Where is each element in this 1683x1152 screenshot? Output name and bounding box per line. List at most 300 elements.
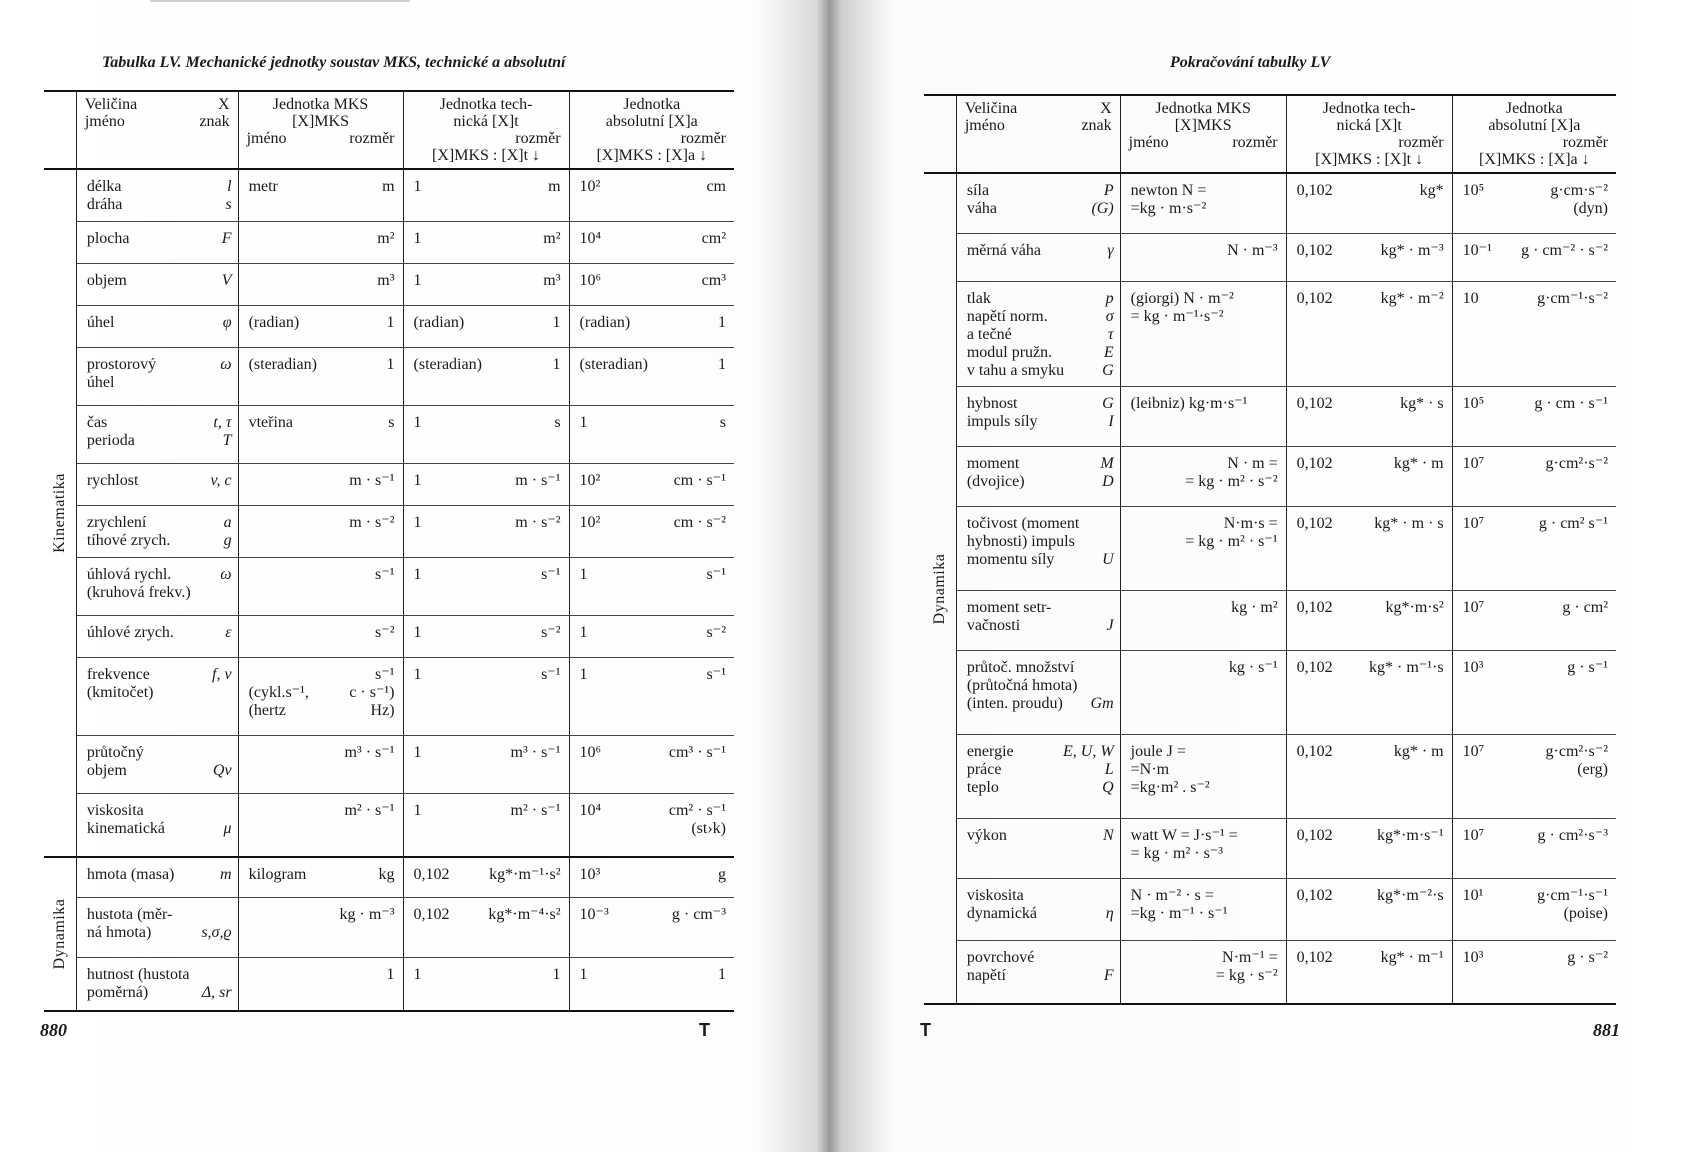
quantity-cell-value: ω (220, 565, 232, 583)
quantity-cell-text: zrychlení tíhové zrych. (86, 513, 171, 549)
table-row (924, 590, 1616, 650)
mks-cell-value: N·m·s = = kg · m² · s⁻¹ (1185, 514, 1278, 550)
mks-cell (238, 405, 403, 463)
technical-cell-text: 0,102 (1296, 826, 1333, 844)
quantity-cell-text: úhlové zrych. (86, 623, 174, 641)
absolute-cell (1452, 650, 1616, 734)
absolute-cell-text: 10³ (579, 866, 601, 883)
mks-cell-value: m · s⁻¹ (349, 471, 395, 489)
quantity-cell-value: μ (223, 819, 232, 837)
quantity-cell-value: φ (222, 313, 232, 331)
mks-cell (238, 221, 403, 263)
technical-cell-text: 1 (413, 965, 422, 983)
quantity-cell-value: F (1103, 966, 1114, 984)
absolute-cell-value: g · cm⁻² · s⁻² (1521, 241, 1608, 259)
mks-cell-value: m (382, 178, 395, 195)
quantity-cell (956, 818, 1120, 878)
absolute-cell-text: 10⁶ (579, 743, 602, 761)
technical-cell (1286, 878, 1452, 940)
quantity-cell-text: tlak napětí norm. a tečné modul pružn. v tahu a smyku (966, 289, 1065, 379)
technical-cell-text: 1 (413, 743, 422, 761)
mks-cell (238, 505, 403, 557)
absolute-cell (569, 405, 734, 463)
technical-cell-value: m · s⁻² (515, 513, 561, 531)
quantity-cell-text: povrchové napětí (966, 948, 1035, 984)
absolute-cell-text: 10⁴ (579, 229, 602, 247)
technical-cell-value: m (548, 178, 561, 195)
quantity-cell (76, 263, 238, 305)
mks-cell (1120, 173, 1286, 233)
absolute-cell-text: 10⁷ (1462, 742, 1485, 760)
left-page (40, 0, 740, 1152)
mks-cell-value: kg · m⁻³ (339, 905, 395, 923)
mks-cell-text: vteřina (248, 413, 293, 431)
mks-cell-value: 1 (386, 355, 395, 373)
quantity-cell (956, 734, 1120, 818)
quantity-cell-text: plocha (86, 229, 130, 247)
quantity-cell-text: průtoč. množství (průtočná hmota) (inten. proudu) (966, 658, 1078, 712)
technical-cell-text: 0,102 (1296, 394, 1333, 412)
quantity-cell-text: délka dráha (86, 178, 123, 213)
mks-cell (1120, 386, 1286, 446)
absolute-cell-text: 1 (579, 623, 588, 641)
absolute-cell-value: g (718, 866, 726, 883)
technical-cell-value: kg* (1419, 182, 1444, 199)
technical-cell-value: kg* · m (1393, 742, 1444, 760)
technical-cell-value: m · s⁻¹ (515, 471, 561, 489)
table-row (924, 233, 1616, 281)
quantity-cell (76, 347, 238, 405)
absolute-cell-text: 10³ (1462, 948, 1484, 966)
quantity-cell (76, 657, 238, 735)
absolute-cell-value: 1 (718, 965, 726, 983)
quantity-cell (76, 505, 238, 557)
technical-cell (1286, 233, 1452, 281)
mks-cell (1120, 818, 1286, 878)
quantity-cell-value: M D (1100, 454, 1114, 490)
quantity-cell-text: úhel (86, 313, 115, 331)
mks-cell (238, 305, 403, 347)
absolute-cell-text: 10² (579, 471, 601, 489)
technical-cell-text: 1 (413, 271, 422, 289)
technical-cell-text: (steradian) (413, 355, 482, 373)
quantity-cell-text: frekvence (kmitočet) (86, 665, 154, 701)
technical-cell-text: (radian) (413, 313, 465, 331)
absolute-cell (569, 347, 734, 405)
technical-cell-text: 0,102 (1296, 182, 1333, 199)
technical-cell-value: kg* · s (1400, 394, 1444, 412)
quantity-cell-text: moment (dvojice) (966, 454, 1025, 490)
mks-cell (238, 657, 403, 735)
table-row (924, 878, 1616, 940)
mks-cell (1120, 650, 1286, 734)
absolute-cell-value: g·cm·s⁻² (dyn) (1550, 182, 1608, 217)
table-header-row (44, 91, 734, 169)
quantity-cell-text: hmota (masa) (86, 866, 175, 883)
mks-cell (1120, 940, 1286, 1004)
absolute-cell-value: cm (706, 178, 726, 195)
mks-cell-text: watt W = J·s⁻¹ = = kg · m² · s⁻³ (1130, 826, 1238, 862)
quantity-cell-value: m (220, 866, 232, 883)
quantity-cell (76, 557, 238, 615)
table-row (44, 857, 734, 897)
absolute-cell (1452, 173, 1616, 233)
technical-cell-text: 1 (413, 413, 422, 431)
absolute-cell (569, 221, 734, 263)
header-group-cell (44, 91, 76, 169)
quantity-cell (76, 221, 238, 263)
absolute-cell (569, 957, 734, 1011)
quantity-cell-value: v, c (210, 471, 232, 489)
absolute-cell-value: s⁻¹ (706, 665, 726, 683)
table-row (44, 615, 734, 657)
quantity-cell-value: γ (1107, 241, 1114, 259)
mks-cell-value: kg (378, 866, 395, 883)
technical-cell (1286, 506, 1452, 590)
absolute-cell-text: 10⁵ (1462, 394, 1485, 412)
quantity-cell (956, 590, 1120, 650)
absolute-cell-text: 10³ (1462, 658, 1484, 676)
table-row (44, 347, 734, 405)
technical-cell (403, 169, 569, 221)
quantity-cell (956, 446, 1120, 506)
mks-cell-value: s⁻² (375, 623, 395, 641)
mks-cell-text: (steradian) (248, 355, 317, 373)
quantity-cell (76, 615, 238, 657)
table-row (924, 281, 1616, 386)
absolute-cell-value: 1 (718, 313, 726, 331)
technical-cell (1286, 281, 1452, 386)
mks-cell-value: s (388, 413, 395, 431)
quantity-cell (76, 897, 238, 957)
technical-cell-value: m³ · s⁻¹ (510, 743, 561, 761)
absolute-cell-value: cm · s⁻² (673, 513, 726, 531)
quantity-cell (956, 650, 1120, 734)
quantity-cell (76, 735, 238, 793)
absolute-cell-text: 10² (579, 178, 601, 195)
technical-cell (1286, 734, 1452, 818)
mks-cell-text: joule J = =N·m =kg·m² . s⁻² (1130, 742, 1210, 796)
technical-cell (1286, 590, 1452, 650)
right-page-title: Pokračování tabulky LV (1170, 54, 1331, 71)
mks-cell (1120, 506, 1286, 590)
technical-cell-text: 0,102 (413, 905, 450, 923)
mks-cell-value: kg · m² (1231, 598, 1278, 616)
absolute-cell (569, 169, 734, 221)
quantity-cell-value: Δ, sr (201, 983, 232, 1001)
mks-cell-value: 1 (386, 965, 395, 983)
right-units-table (924, 94, 1616, 1005)
absolute-cell (569, 735, 734, 793)
mks-cell-value: m² (377, 229, 395, 247)
quantity-cell (956, 506, 1120, 590)
technical-cell (403, 505, 569, 557)
absolute-cell-text: 10⁻¹ (1462, 241, 1492, 259)
absolute-cell-value: cm · s⁻¹ (673, 471, 726, 489)
absolute-cell (569, 793, 734, 857)
mks-cell (238, 463, 403, 505)
quantity-cell-text: viskosita dynamická (966, 886, 1038, 922)
quantity-cell (76, 305, 238, 347)
quantity-cell (76, 857, 238, 897)
mks-cell-text: newton N = =kg · m·s⁻² (1130, 182, 1207, 217)
header-quantity: Veličina X jméno znak (956, 95, 1120, 173)
quantity-cell (76, 793, 238, 857)
mks-cell (1120, 878, 1286, 940)
absolute-cell-text: 10⁶ (579, 271, 602, 289)
absolute-cell-value: 1 (718, 355, 726, 373)
header-group-cell (924, 95, 956, 173)
technical-cell-value: kg*·m⁻²·s (1377, 886, 1444, 904)
quantity-cell-text: energie práce teplo (966, 742, 1014, 796)
absolute-cell-value: g·cm²·s⁻² (erg) (1545, 742, 1608, 778)
mks-cell-value: N · m = = kg · m² · s⁻² (1185, 454, 1278, 490)
table-row (44, 405, 734, 463)
technical-cell (1286, 650, 1452, 734)
quantity-cell-value: Qv (212, 761, 232, 779)
technical-cell-value: s⁻¹ (541, 565, 561, 583)
technical-cell (403, 263, 569, 305)
absolute-cell (1452, 506, 1616, 590)
mks-cell-value: m³ · s⁻¹ (344, 743, 395, 761)
mks-cell-value: 1 (386, 313, 395, 331)
quantity-cell-value: F (221, 229, 232, 247)
quantity-cell-value: Gm (1090, 694, 1114, 712)
absolute-cell (1452, 446, 1616, 506)
mks-cell-value: N·m⁻¹ = = kg · s⁻² (1215, 948, 1278, 984)
quantity-cell-text: výkon (966, 826, 1007, 844)
table-row (44, 221, 734, 263)
technical-cell-text: 1 (413, 178, 422, 195)
quantity-cell (956, 878, 1120, 940)
table-row (44, 557, 734, 615)
group-label: Kinematika (50, 473, 68, 553)
mks-cell-value: m³ (377, 271, 395, 289)
absolute-cell (1452, 878, 1616, 940)
technical-cell-text: 1 (413, 565, 422, 583)
table-row (924, 650, 1616, 734)
left-units-table (44, 90, 734, 1012)
absolute-cell-value: g·cm²·s⁻² (1545, 454, 1608, 472)
absolute-cell-text: 1 (579, 413, 588, 431)
signature-mark: T (920, 1020, 931, 1040)
table-header-row (924, 95, 1616, 173)
quantity-cell-text: hybnost impuls síly (966, 394, 1038, 430)
technical-cell-value: m² · s⁻¹ (510, 801, 561, 819)
absolute-cell-value: s (719, 413, 726, 431)
technical-cell-text: 0,102 (1296, 289, 1333, 307)
absolute-cell-text: 10⁴ (579, 801, 602, 819)
quantity-cell-value: G I (1102, 394, 1114, 430)
quantity-cell (76, 405, 238, 463)
signature-mark: T (699, 1020, 710, 1040)
mks-cell-value: m · s⁻² (349, 513, 395, 531)
table-row (44, 657, 734, 735)
technical-cell (403, 735, 569, 793)
mks-cell (238, 557, 403, 615)
absolute-cell (1452, 734, 1616, 818)
mks-cell (1120, 233, 1286, 281)
absolute-cell (1452, 818, 1616, 878)
technical-cell (1286, 386, 1452, 446)
mks-cell-text: N · m⁻² · s = =kg · m⁻¹ · s⁻¹ (1130, 886, 1228, 922)
group-label: Dynamika (50, 898, 68, 970)
absolute-cell (569, 263, 734, 305)
table-row (44, 263, 734, 305)
quantity-cell-value: s,σ,ϱ (201, 923, 232, 941)
quantity-cell-text: hutnost (hustota poměrná) (86, 965, 190, 1001)
absolute-cell-text: 10⁷ (1462, 454, 1485, 472)
technical-cell (1286, 940, 1452, 1004)
absolute-cell (569, 615, 734, 657)
quantity-cell (956, 940, 1120, 1004)
mks-cell (238, 897, 403, 957)
technical-cell-value: m² (543, 229, 561, 247)
group-label: Dynamika (930, 553, 948, 624)
quantity-cell-value: N (1102, 826, 1114, 844)
technical-cell (403, 793, 569, 857)
absolute-cell-text: 1 (579, 565, 588, 583)
absolute-cell (1452, 233, 1616, 281)
mks-cell (238, 793, 403, 857)
technical-cell (403, 897, 569, 957)
technical-cell (403, 405, 569, 463)
group-label-cell (924, 173, 956, 1004)
technical-cell-text: 0,102 (1296, 598, 1333, 616)
absolute-cell (569, 463, 734, 505)
header-absolute-unit: Jednotka absolutní [X]a rozměr [X]MKS : [X]a ↓ (569, 91, 734, 169)
technical-cell-value: kg*·m·s² (1385, 598, 1444, 616)
quantity-cell (956, 281, 1120, 386)
quantity-cell-text: objem (86, 271, 127, 289)
technical-cell (403, 615, 569, 657)
technical-cell-value: 1 (552, 313, 561, 331)
technical-cell-value: kg* · m⁻¹ (1380, 948, 1444, 966)
mks-cell-text: metr (248, 178, 278, 195)
table-row (924, 506, 1616, 590)
absolute-cell-value: s⁻² (706, 623, 726, 641)
quantity-cell (76, 463, 238, 505)
technical-cell-value: m³ (543, 271, 561, 289)
quantity-cell-value: ε (225, 623, 232, 641)
technical-cell (403, 305, 569, 347)
technical-cell-text: 1 (413, 513, 422, 531)
quantity-cell-text: rychlost (86, 471, 139, 489)
quantity-cell (76, 169, 238, 221)
absolute-cell-text: (steradian) (579, 355, 648, 373)
mks-cell-text: (radian) (248, 313, 300, 331)
group-label-cell (44, 857, 76, 1011)
technical-cell-value: kg* · m⁻¹·s (1369, 658, 1444, 676)
technical-cell (403, 347, 569, 405)
left-page-title: Tabulka LV. Mechanické jednotky soustav MKS, technické a absolutní (102, 54, 566, 71)
quantity-cell-value: E, U, W L Q (1063, 742, 1114, 796)
absolute-cell-value: cm² (701, 229, 726, 247)
technical-cell-value: kg* · m · s (1374, 514, 1444, 532)
technical-cell (403, 221, 569, 263)
technical-cell-value: s⁻² (541, 623, 561, 641)
absolute-cell (569, 305, 734, 347)
quantity-cell-value: a g (223, 513, 232, 549)
quantity-cell-text: moment setr- vačnosti (966, 598, 1052, 634)
table-row (924, 173, 1616, 233)
mks-cell (238, 263, 403, 305)
absolute-cell-text: 1 (579, 965, 588, 983)
absolute-cell-text: 10² (579, 513, 601, 531)
technical-cell-value: s⁻¹ (541, 665, 561, 683)
mks-cell (1120, 281, 1286, 386)
technical-cell-value: kg* · m (1393, 454, 1444, 472)
technical-cell-value: kg* · m⁻² (1380, 289, 1444, 307)
absolute-cell-value: cm² · s⁻¹ (st›k) (668, 801, 726, 837)
technical-cell-text: 0,102 (1296, 886, 1333, 904)
mks-cell (238, 735, 403, 793)
technical-cell-value: 1 (552, 355, 561, 373)
mks-cell (238, 857, 403, 897)
absolute-cell-value: g·cm⁻¹·s⁻¹ (poise) (1537, 886, 1608, 922)
absolute-cell (1452, 281, 1616, 386)
technical-cell-text: 0,102 (1296, 658, 1333, 676)
absolute-cell (569, 897, 734, 957)
table-row (44, 505, 734, 557)
absolute-cell-value: cm³ (701, 271, 726, 289)
quantity-cell-text: úhlová rychl. (kruhová frekv.) (86, 565, 191, 601)
technical-cell (403, 857, 569, 897)
table-row (924, 446, 1616, 506)
technical-cell-value: kg*·m·s⁻¹ (1377, 826, 1444, 844)
absolute-cell-text: 10⁻³ (579, 905, 609, 923)
absolute-cell-value: g · cm² (1562, 598, 1608, 616)
mks-cell (238, 169, 403, 221)
table-row (44, 735, 734, 793)
absolute-cell-value: g · cm²·s⁻³ (1537, 826, 1608, 844)
technical-cell-text: 1 (413, 229, 422, 247)
header-technical-unit: Jednotka tech- nická [X]t rozměr [X]MKS : [X]t ↓ (403, 91, 569, 169)
technical-cell-value: 1 (552, 965, 561, 983)
quantity-cell-value: ω (220, 355, 232, 373)
quantity-cell-value: η (1105, 904, 1114, 922)
absolute-cell-value: cm³ · s⁻¹ (668, 743, 726, 761)
mks-cell (1120, 446, 1286, 506)
mks-cell (1120, 734, 1286, 818)
technical-cell-text: 1 (413, 801, 422, 819)
technical-cell-value: kg*·m⁻¹·s² (489, 866, 561, 883)
absolute-cell-value: g · s⁻² (1567, 948, 1608, 966)
right-page (920, 0, 1620, 1152)
mks-cell-value: s⁻¹ (375, 565, 395, 583)
absolute-cell-value: g · cm · s⁻¹ (1534, 394, 1608, 412)
quantity-cell-text: točivost (moment hybnosti) impuls momentu síly (966, 514, 1080, 568)
quantity-cell (76, 957, 238, 1011)
quantity-cell-text: měrná váha (966, 241, 1042, 259)
quantity-cell (956, 173, 1120, 233)
mks-cell (1120, 590, 1286, 650)
table-row (44, 305, 734, 347)
absolute-cell-value: g · cm⁻³ (671, 905, 726, 923)
technical-cell (1286, 173, 1452, 233)
mks-cell-text: (cykl.s⁻¹, (hertz (248, 683, 309, 719)
mks-cell-value: m² · s⁻¹ (344, 801, 395, 819)
technical-cell-text: 0,102 (413, 866, 450, 883)
mks-cell-text: (giorgi) N · m⁻² = kg · m⁻¹·s⁻² (1130, 289, 1234, 325)
technical-cell (403, 657, 569, 735)
mks-cell (238, 615, 403, 657)
technical-cell (1286, 818, 1452, 878)
technical-cell (1286, 446, 1452, 506)
quantity-cell-text: čas perioda (86, 413, 135, 449)
table-row (44, 463, 734, 505)
table-row (44, 957, 734, 1011)
